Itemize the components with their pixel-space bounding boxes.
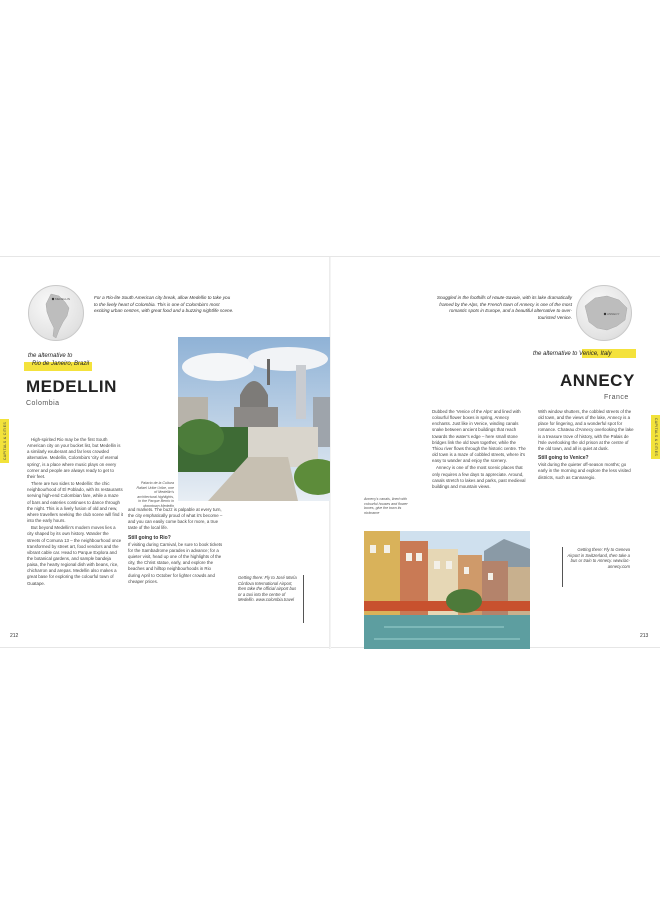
map-icon — [29, 286, 84, 341]
getting-there: Getting there: Fly to José María Córdova International Airport, then take the official airport bus or a taxi into the centre of Medellin. www.colombia.travel — [238, 575, 297, 603]
paragraph: Annecy is one of the most scenic places that only requires a few days to appreciate. Around, canals stretch to lakes and parks, past medieval buildings and mountain views. — [432, 465, 526, 489]
map-icon — [577, 286, 632, 341]
still-heading: Still going to Venice? — [538, 455, 589, 462]
still-heading: Still going to Rio? — [128, 534, 171, 541]
alternative-city: Rio de Janeiro, Brazil — [32, 361, 90, 367]
globe-label: MEDELLIN — [55, 297, 71, 301]
intro-text: Snuggled in the foothills of Haute-Savoie, with its lake dramatically framed by the Alps, the French town of Annecy is one of the most romantic spots in Europe, and a beautiful alternative to over-touristed Venice. — [436, 295, 572, 320]
body-column-2 — [128, 507, 224, 586]
photo-annecy-canal — [364, 531, 530, 649]
body-column-2 — [538, 409, 634, 482]
globe-europe — [576, 285, 632, 341]
country: Colombia — [26, 400, 60, 407]
side-tab: CAPITALS & CITIES — [0, 419, 9, 463]
alternative-label: the alternative to — [28, 353, 73, 359]
side-tab: CAPITALS & CITIES — [651, 415, 660, 459]
photo-medellin-palace — [178, 337, 330, 501]
city-title: ANNECY — [560, 371, 635, 390]
photo-caption: Annecy's canals, lined with colourful houses and flower boxes, give the town its nickname — [364, 497, 408, 515]
getting-there: Getting there: Fly to Geneva Airport in Switzerland, then take a bus or train to Annecy. www.lac-annecy.com — [567, 547, 630, 569]
body-column-1 — [27, 437, 123, 617]
book-spread — [0, 256, 660, 648]
paragraph: There are two sides to Medellin: the chic neighbourhood of El Poblado, with its restaurants serving high-end Colombian fare, while a maze of bars and eateries continues to dance through the night. This is a lively fusion of old and new, where travellers seeking the club scene will find it into the early hours. — [27, 481, 123, 524]
still-text: If visiting during Carnival, be sure to book tickets for the Sambadrome parades in advance; for a quieter visit, head up one of the highlights of the city, the Christ statue, early, and explore the beaches and hilltop neighbourhoods in Rio during April to October for lighter crowds and cheaper prices. — [128, 541, 223, 584]
still-text: Visit during the quieter off-season months; go early in the morning and explore the less visited districts, such as Cannaregio. — [538, 462, 631, 480]
paragraph: But beyond Medellin's modern moves lies a city shaped by its own history. Wander the streets of Comuna 13 – the neighbourhood once transformed by street art, food vendors and the vibrant cable car. Head to Parque Explora and the botanical gardens, and sample bandeja paisa, the hearty regional dish with beans, rice, chicharron and arepas. Medellin also makes a great base for exploring the colourful town of Guatape. — [27, 525, 122, 586]
page-number: 213 — [640, 633, 649, 639]
page-number: 212 — [10, 633, 19, 639]
body-column-1 — [432, 409, 528, 491]
globe-label: ANNECY — [607, 312, 620, 316]
paragraph: and markets. The buzz is palpable at every turn, the city emphatically proud of what it's become – and you can easily come back for more, a true taste of the local life. — [128, 507, 223, 531]
paragraph: Dubbed the 'Venice of the Alps' and lined with colourful flower boxes in spring, Annecy enchants. Just like in Venice, winding canals snake between ancient buildings that reach towards the water's edge – here small stone bridges link the old town together, while the Thiou river flows through the historic centre. The old town is a maze of cobbled streets, where it's easy to wander and enjoy the scenery. — [432, 409, 526, 464]
photo-caption: Palacio de la Cultura Rafael Uribe Uribe, one of Medellin's architectural highlights, in the Parque Berrio in downtown Medellin — [136, 481, 174, 508]
alternative-label: the alternative to Venice, Italy — [533, 351, 612, 357]
vertical-rule — [303, 575, 304, 623]
paragraph: High-spirited Rio may be the first South American city on your bucket list, but Medellin is a similarly exuberant and far less crowded alternative. Medellin, Colombia's 'city of eternal spring', is a place where music plays on every corner and people are always ready to get to their feet. — [27, 437, 121, 479]
city-title: MEDELLIN — [26, 377, 117, 396]
globe-south-america — [28, 285, 84, 341]
alternative-city: Venice, Italy — [579, 351, 612, 357]
paragraph: With window shutters, the cobbled streets of the old town, and the views of the lake, Annecy is a place for lingering, and a wonderful spot for romance. Chateau d'Annecy overlooking the lake is a treasure trove of history, with the Palais de l'Isle overlooking the old prison at the centre of the old town, and all is quiet at dusk. — [538, 409, 634, 451]
vertical-rule — [562, 547, 563, 587]
intro-text: For a Rio-lite South American city break, allow Medellin to take you to the lively heart of Colombia. This is one of Colombia's most exciting urban centres, with great food and a buzzing nightlife scene. — [94, 295, 234, 314]
country: France — [604, 394, 629, 401]
